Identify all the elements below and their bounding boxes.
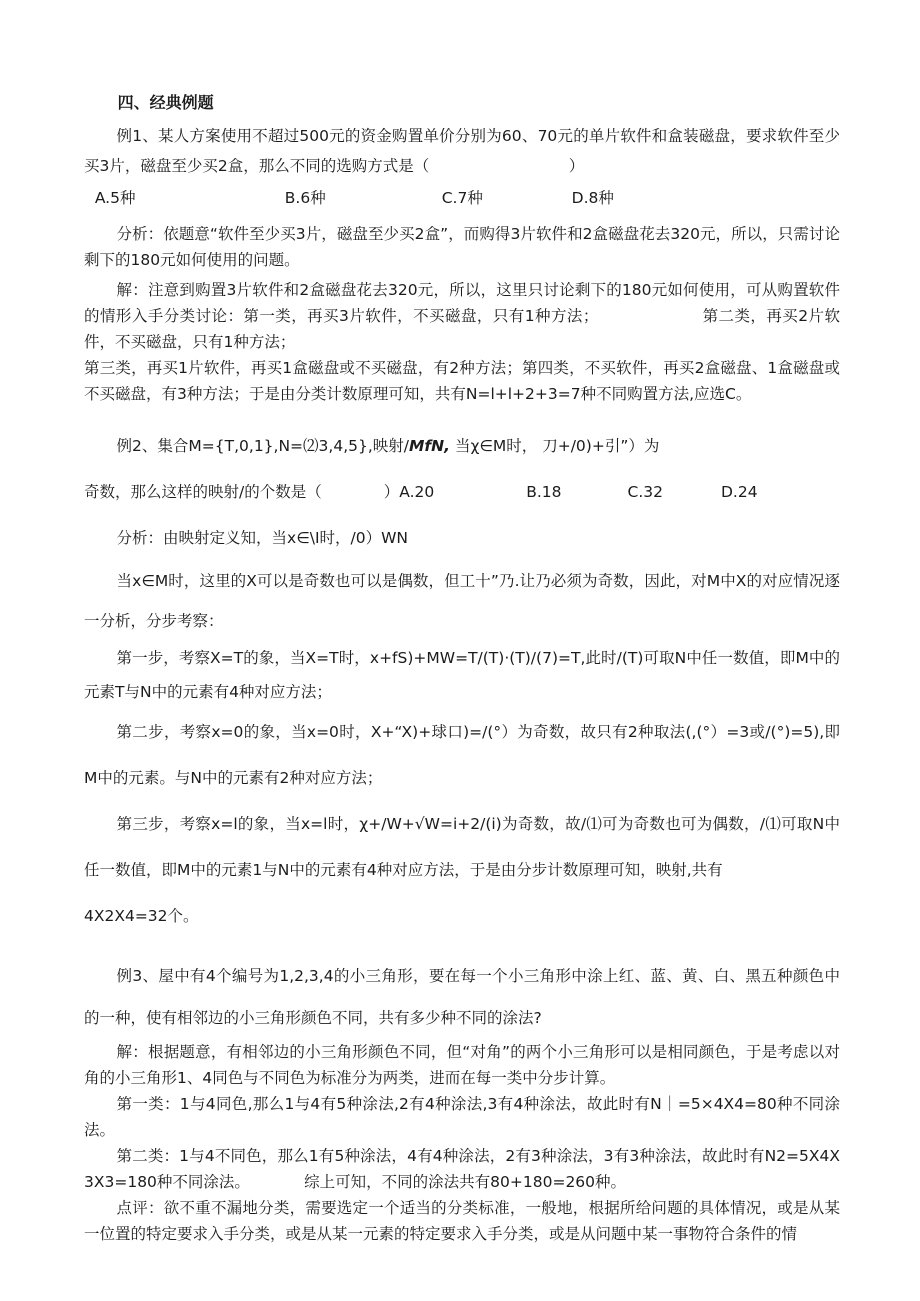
example1-statement: 例1、某人方案使用不超过500元的资金购置单价分别为60、70元的单片软件和盒装磁盘，要求软件至少买3片，磁盘至少买2盒，那么不同的选购方式是（ ） — [84, 127, 840, 175]
example2-statement-suffix: 当χ∈M时， 刀+/0)+引”）为 — [450, 437, 660, 455]
example2-option-a: A.20 — [399, 483, 435, 501]
example2-statement-prefix: 例2、集合M={T,0,1},N=⑵3,4,5},映射/ — [116, 437, 409, 455]
example1-option-b: B.6种 — [284, 189, 326, 207]
example2-option-c: C.32 — [627, 483, 663, 501]
example2-step1: 第一步，考察X=T的象，当X=T时，x+fS)+MW=T/(T)·(T)/(7)=T,此时/(T)可取N中任一数值，即M中的元素T与N中的元素有4种对应方法； — [84, 649, 840, 701]
example2-statement — [84, 423, 840, 469]
example2-analysis: 分析：由映射定义知，当x∈\I时，/0）WN — [116, 529, 409, 547]
example2-question-row — [84, 469, 840, 515]
section-heading: 四、经典例题 — [117, 93, 214, 112]
example1-solution-part1: 解：注意到购置3片软件和2盒磁盘花去320元，所以，这里只讨论剩下的180元如何使用，可从购置软件的情形入手分类讨论：第一类，再买3片软件，不买磁盘，只有1种方法； 第二类，再买2片软件，不买磁盘，只有1种方法； — [84, 281, 840, 351]
example1-options-row — [84, 185, 840, 211]
example1-option-d: D.8种 — [571, 189, 614, 207]
example2-result: 4X2X4=32个。 — [84, 907, 199, 925]
example2-option-b: B.18 — [526, 483, 562, 501]
example3-case2: 第二类：1与4不同色，那么1有5种涂法，4有4种涂法，2有3种涂法，3有3种涂法，故此时有N2=5X4X3X3=180种不同涂法。 综上可知，不同的涂法共有80+180=260种。 — [84, 1147, 840, 1191]
example3-comment: 点评：欲不重不漏地分类，需要选定一个适当的分类标准，一般地，根据所给问题的具体情况，或是从某一位置的特定要求入手分类，或是从某一元素的特定要求入手分类，或是从问题中某一事物符合条件的情 — [84, 1199, 840, 1243]
example2-step2: 第二步，考察x=0的象，当x=0时，X+“X)+球口)=/(°）为奇数，故只有2种取法(,(°）=3或/(°)=5),即M中的元素。与N中的元素有2种对应方法； — [84, 723, 840, 787]
example2-mapping-name: MfN, — [409, 437, 451, 455]
example2-step3: 第三步，考察x=l的象，当x=l时，χ+/W+√W=i+2/(i)为奇数，故/⑴可为奇数也可为偶数，/⑴可取N中任一数值，即M中的元素1与N中的元素有4种对应方法，于是由分步计数原理可知，映射,共有 — [84, 815, 840, 879]
example3-solution: 解：根据题意，有相邻边的小三角形颜色不同，但“对角”的两个小三角形可以是相同颜色，于是考虑以对角的小三角形1、4同色与不同色为标准分为两类，进而在每一类中分步计算。 — [84, 1043, 840, 1087]
example3-statement: 例3、屋中有4个编号为1,2,3,4的小三角形，要在每一个小三角形中涂上红、蓝、黄、白、黑五种颜色中的一种，使有相邻边的小三角形颜色不同，共有多少种不同的涂法? — [84, 967, 840, 1027]
example1-analysis: 分析：依题意“软件至少买3片，磁盘至少买2盒”，而购得3片软件和2盒磁盘花去320元，所以，只需讨论剩下的180元如何使用的问题。 — [84, 225, 840, 269]
example2-discussion: 当x∈M时，这里的X可以是奇数也可以是偶数，但工十”乃.让乃必须为奇数，因此，对M中X的对应情况逐一分析，分步考察： — [84, 572, 840, 630]
example1-solution-part2: 第三类，再买1片软件，再买1盒磁盘或不买磁盘，有2种方法；第四类，不买软件，再买2盒磁盘、1盒磁盘或不买磁盘，有3种方法；于是由分类计数原理可知，共有N=l+l+2+3=7种不同购置方法,应选C。 — [84, 359, 840, 403]
example1-option-c: C.7种 — [441, 189, 483, 207]
example3-case1: 第一类：1与4同色,那么1与4有5种涂法,2有4种涂法,3有4种涂法，故此时有N｜=5×4X4=80种不同涂法。 — [84, 1095, 840, 1139]
example2-option-d: D.24 — [721, 483, 758, 501]
example2-question-stem: 奇数，那么这样的映射/的个数是（ ） — [84, 483, 400, 501]
example1-option-a: A.5种 — [94, 189, 136, 207]
